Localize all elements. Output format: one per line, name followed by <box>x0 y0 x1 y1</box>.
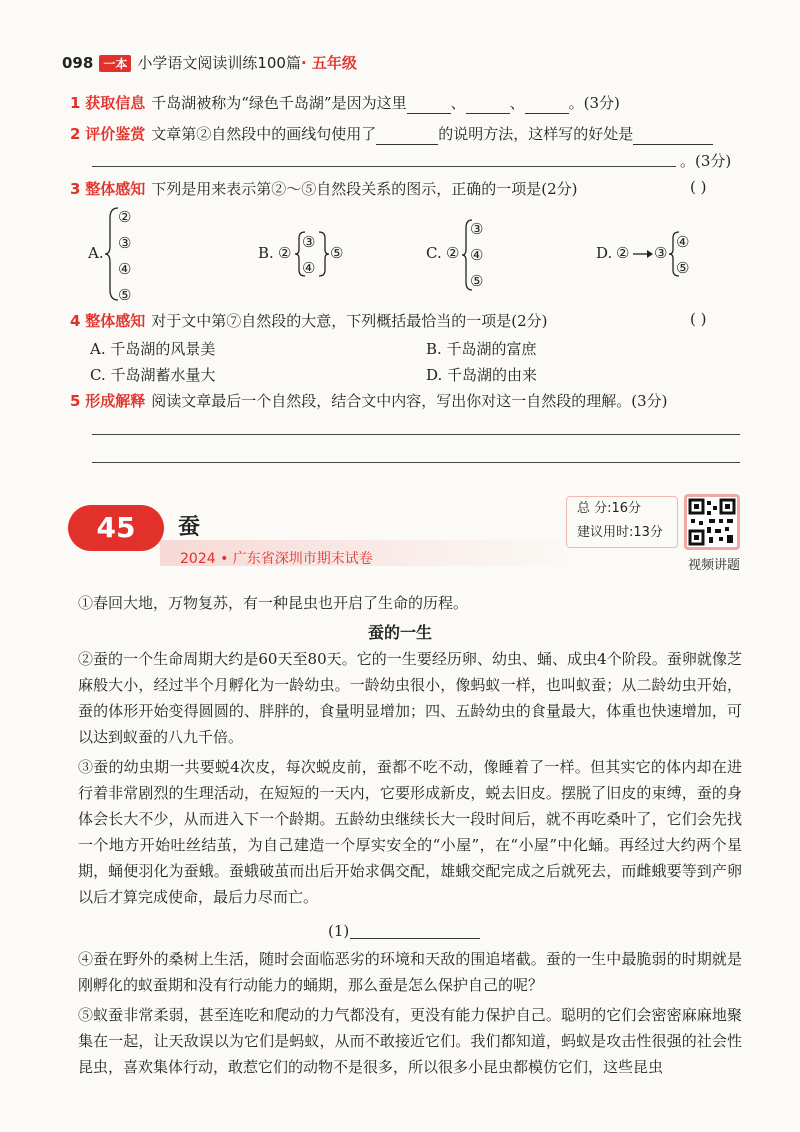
question-3 <box>70 178 578 200</box>
article-title: 蚕的一生 <box>367 623 432 642</box>
answer-blank[interactable] <box>525 97 569 114</box>
total-score: 总 分:16分 <box>577 501 642 516</box>
video-lecture-label: 视频讲题 <box>688 558 741 573</box>
suggested-time: 建议用时:13分 <box>577 525 663 540</box>
circle-number: ④ <box>676 233 690 251</box>
option-d[interactable]: D. 千岛湖的由来 <box>426 366 538 384</box>
page-number: 098 <box>62 54 94 72</box>
passage-body-2 <box>78 946 742 1080</box>
qr-pattern-icon <box>687 497 737 547</box>
question-text: 下列是用来表示第②～⑤自然段关系的图示，正确的一项是(2分) <box>151 180 578 198</box>
separator: 、 <box>450 94 466 112</box>
answer-line[interactable] <box>92 166 676 167</box>
question-4 <box>70 310 548 332</box>
subheading-number: (1) <box>328 922 350 940</box>
option-a[interactable]: A. 千岛湖的风景美 <box>90 340 216 358</box>
answer-line[interactable] <box>92 434 740 435</box>
option-d-label[interactable]: D. <box>596 244 613 262</box>
answer-blank[interactable] <box>407 97 451 114</box>
question-number: 2 <box>70 125 81 143</box>
option-b-label[interactable]: B. <box>258 244 274 262</box>
question-tag: 形成解释 <box>85 392 146 410</box>
grade-label: · 五年级 <box>300 54 357 72</box>
brace-icon <box>318 230 330 278</box>
question-text: 千岛湖被称为“绿色千岛湖”是因为这里 <box>151 94 407 112</box>
answer-blank[interactable] <box>466 97 510 114</box>
answer-blank[interactable] <box>376 128 438 145</box>
question-number: 4 <box>70 312 81 330</box>
option-c-label[interactable]: C. <box>426 244 442 262</box>
paragraph: ⑤蚁蚕非常柔弱，甚至连吃和爬动的力气都没有，更没有能力保护自己。聪明的它们会密密麻麻地聚集在一起，让天敌误以为它们是蚂蚁，从而不敢接近它们。我们都知道，蚂蚁是攻击性很强的社会性昆虫，喜欢集体行动，敢惹它们的动物不是很多，所以很多小昆虫都模仿它们，这些昆虫 <box>78 1006 742 1076</box>
circle-number: ⑤ <box>118 286 132 304</box>
circle-number: ② <box>118 208 132 226</box>
question-end: 。(3分) <box>568 94 620 112</box>
circle-number: ③ <box>302 233 316 251</box>
paragraph: ②蚕的一个生命周期大约是60天至80天。它的一生要经历卵、幼虫、蛹、成虫4个阶段。蚕卵就像芝麻般大小，经过半个月孵化为一龄幼虫。一龄幼虫很小，像蚂蚁一样，也叫蚁蚕；从二龄幼虫开始，蚕的体形开始变得圆圆的、胖胖的，食量明显增加；四、五龄幼虫的食量最大，体重也快速增加，可以达到蚁蚕的八九千倍。 <box>78 650 742 746</box>
circle-number: ② <box>616 244 630 262</box>
circle-number: ② <box>446 244 460 262</box>
page-header <box>62 52 357 73</box>
circle-number: ② <box>278 244 292 262</box>
option-c[interactable]: C. 千岛湖蓄水量大 <box>90 366 216 384</box>
paragraph: ③蚕的幼虫期一共要蜕4次皮，每次蜕皮前，蚕都不吃不动，像睡着了一样。但其实它的体内却在进行着非常剧烈的生理活动，在短短的一天内，它要形成新皮，蜕去旧皮。摆脱了旧皮的束缚，蚕的身体会长大不少，从而进入下一个龄期。五龄幼虫继续长大一段时间后，就不再吃桑叶了，它们会先找一个地方开始吐丝结茧，为自己建造一个厚实安全的“小屋”，在“小屋”中化蛹。再经过大约两个星期，蛹便羽化为蚕蛾。蚕蛾破茧而出后开始求偶交配，雄蛾交配完成之后就死去，而雌蛾要等到产卵以后才算完成使命，最后力尽而亡。 <box>78 758 742 906</box>
passage-source: 2024 • 广东省深圳市期末试卷 <box>180 551 373 567</box>
score-box <box>566 496 678 548</box>
passage-body <box>78 646 742 910</box>
circle-number: ③ <box>470 220 484 238</box>
circle-number: ⑤ <box>330 244 344 262</box>
question-tag: 评价鉴赏 <box>85 125 146 143</box>
option-d-items <box>676 229 689 281</box>
question-number: 3 <box>70 180 81 198</box>
answer-parentheses[interactable]: ( ) <box>690 178 707 196</box>
question-text: 阅读文章最后一个自然段，结合文中内容，写出你对这一自然段的理解。(3分) <box>151 392 668 410</box>
question-tag: 整体感知 <box>85 312 146 330</box>
book-title: 小学语文阅读训练100篇 <box>137 54 301 72</box>
circle-number: ④ <box>470 246 484 264</box>
brand-logo: 一本 <box>99 55 131 72</box>
answer-parentheses[interactable]: ( ) <box>690 310 707 328</box>
arrow-right-icon <box>632 248 654 260</box>
question-5 <box>70 390 668 412</box>
subheading-blank[interactable] <box>350 922 480 939</box>
question-number: 1 <box>70 94 81 112</box>
option-b[interactable]: B. 千岛湖的富庶 <box>426 340 537 358</box>
circle-number: ⑤ <box>676 259 690 277</box>
question-text: 的说明方法，这样写的好处是 <box>438 125 634 143</box>
passage-intro: ①春回大地，万物复苏，有一种昆虫也开启了生命的历程。 <box>78 594 469 612</box>
option-a-label[interactable]: A. <box>88 244 104 262</box>
answer-blank[interactable] <box>633 128 713 145</box>
option-b-items <box>302 229 315 281</box>
separator: 、 <box>509 94 525 112</box>
qr-code-icon[interactable] <box>684 494 740 550</box>
question-text: 对于文中第⑦自然段的大意，下列概括最恰当的一项是(2分) <box>151 312 548 330</box>
question-text: 文章第②自然段中的画线句使用了 <box>151 125 377 143</box>
question-end: 。(3分) <box>680 152 732 170</box>
passage-number-badge: 45 <box>68 505 164 551</box>
option-c-items <box>470 216 483 294</box>
question-1 <box>70 92 620 114</box>
circle-number: ④ <box>302 259 316 277</box>
question-2 <box>70 123 713 145</box>
circle-number: ③ <box>118 234 132 252</box>
question-tag: 获取信息 <box>85 94 146 112</box>
paragraph: ④蚕在野外的桑树上生活，随时会面临恶劣的环境和天敌的围追堵截。蚕的一生中最脆弱的时期就是刚孵化的蚁蚕期和没有行动能力的蛹期，那么蚕是怎么保护自己的呢？ <box>78 950 742 994</box>
circle-number: ④ <box>118 260 132 278</box>
question-tag: 整体感知 <box>85 180 146 198</box>
answer-line[interactable] <box>92 462 740 463</box>
circle-number: ⑤ <box>470 272 484 290</box>
question-number: 5 <box>70 392 81 410</box>
circle-number: ③ <box>654 244 668 262</box>
option-a-items <box>118 204 131 308</box>
passage-title: 蚕 <box>178 514 201 540</box>
